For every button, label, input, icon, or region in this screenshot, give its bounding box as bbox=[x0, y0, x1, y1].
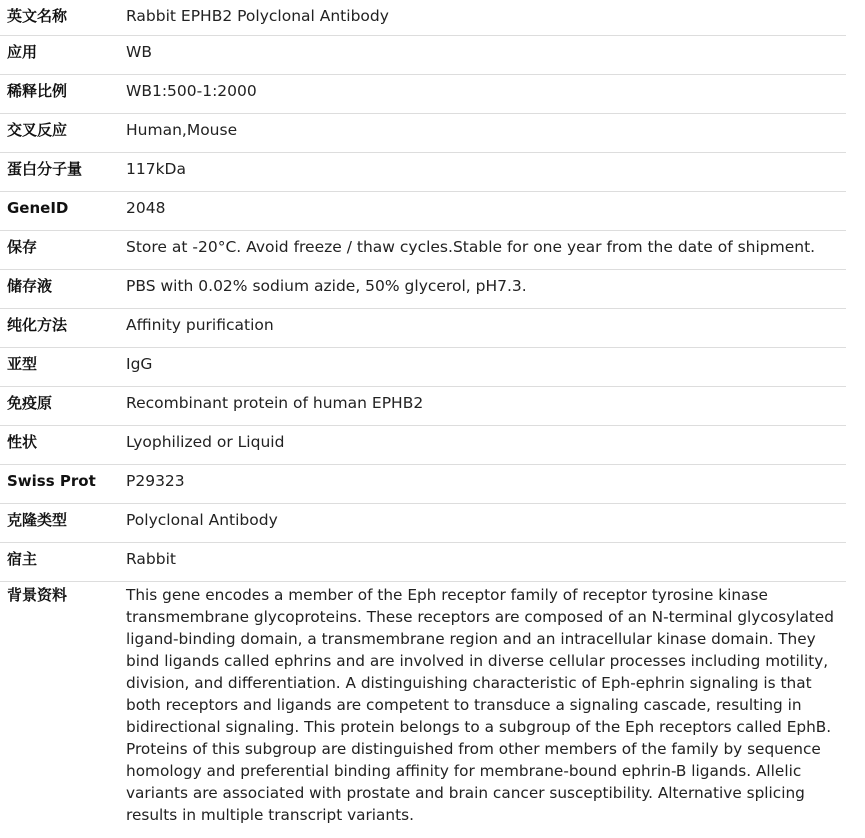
spec-row-buffer bbox=[0, 270, 846, 309]
spec-value: PBS with 0.02% sodium azide, 50% glycerol, pH7.3. bbox=[126, 277, 527, 295]
spec-label: 蛋白分子量 bbox=[7, 160, 83, 178]
spec-label: 亚型 bbox=[7, 355, 38, 373]
spec-row-isotype bbox=[0, 348, 846, 387]
spec-label: 宿主 bbox=[7, 550, 38, 568]
spec-label: 性状 bbox=[7, 433, 38, 451]
spec-label: Swiss Prot bbox=[7, 472, 96, 490]
spec-value: Lyophilized or Liquid bbox=[126, 433, 285, 451]
spec-value: WB bbox=[126, 43, 152, 61]
spec-row-cross-reactivity bbox=[0, 114, 846, 153]
spec-value: Store at -20°C. Avoid freeze / thaw cycles.Stable for one year from the date of shipment. bbox=[126, 238, 816, 256]
spec-label: 保存 bbox=[7, 238, 38, 256]
spec-row-form bbox=[0, 426, 846, 465]
spec-label: 免疫原 bbox=[7, 394, 53, 412]
spec-value: Human,Mouse bbox=[126, 121, 238, 139]
spec-row-english-name bbox=[0, 0, 846, 36]
spec-row-dilution bbox=[0, 75, 846, 114]
spec-value: Affinity purification bbox=[126, 316, 274, 334]
spec-label: 储存液 bbox=[7, 277, 53, 295]
spec-label: 交叉反应 bbox=[7, 121, 68, 139]
spec-value: IgG bbox=[126, 355, 153, 373]
spec-value: 2048 bbox=[126, 199, 166, 217]
spec-value: Recombinant protein of human EPHB2 bbox=[126, 394, 424, 412]
spec-row-immunogen bbox=[0, 387, 846, 426]
spec-value: WB1:500-1:2000 bbox=[126, 82, 257, 100]
spec-label: GeneID bbox=[7, 199, 69, 217]
spec-row-clonality bbox=[0, 504, 846, 543]
spec-value: Rabbit bbox=[126, 550, 176, 568]
spec-label: 纯化方法 bbox=[7, 316, 68, 334]
spec-value: P29323 bbox=[126, 472, 185, 490]
spec-value: 117kDa bbox=[126, 160, 186, 178]
spec-row-purification bbox=[0, 309, 846, 348]
spec-row-host bbox=[0, 543, 846, 582]
spec-row-background bbox=[0, 582, 846, 826]
spec-value: Rabbit EPHB2 Polyclonal Antibody bbox=[126, 7, 389, 25]
spec-row-swiss-prot bbox=[0, 465, 846, 504]
spec-label: 稀释比例 bbox=[7, 82, 68, 100]
spec-value-background: This gene encodes a member of the Eph receptor family of receptor tyrosine kinase transmembrane glycoproteins. These receptors are composed of an N-terminal glycosylated ligand-binding domain, a transmembrane region and an intracellular kinase domain. They bind ligands called ephrins and are involved in diverse cellular processes including motility, division, and differentiation. A distinguishing characteristic of Eph-ephrin signaling is that both receptors and ligands are competent to transduce a signaling cascade, resulting in bidirectional signaling. This protein belongs to a subgroup of the Eph receptors called EphB. Proteins of this subgroup are distinguished from other members of the family by sequence homology and preferential binding affinity for membrane-bound ephrin-B ligands. Allelic variants are associated with prostate and brain cancer susceptibility. Alternative splicing results in multiple transcript variants. bbox=[126, 586, 834, 824]
spec-label: 应用 bbox=[7, 43, 38, 61]
spec-row-molecular-weight bbox=[0, 153, 846, 192]
spec-row-gene-id bbox=[0, 192, 846, 231]
spec-label: 克隆类型 bbox=[7, 511, 68, 529]
spec-row-application bbox=[0, 36, 846, 75]
spec-value: Polyclonal Antibody bbox=[126, 511, 278, 529]
spec-row-storage bbox=[0, 231, 846, 270]
spec-label: 英文名称 bbox=[7, 7, 68, 25]
spec-label: 背景资料 bbox=[7, 586, 68, 604]
